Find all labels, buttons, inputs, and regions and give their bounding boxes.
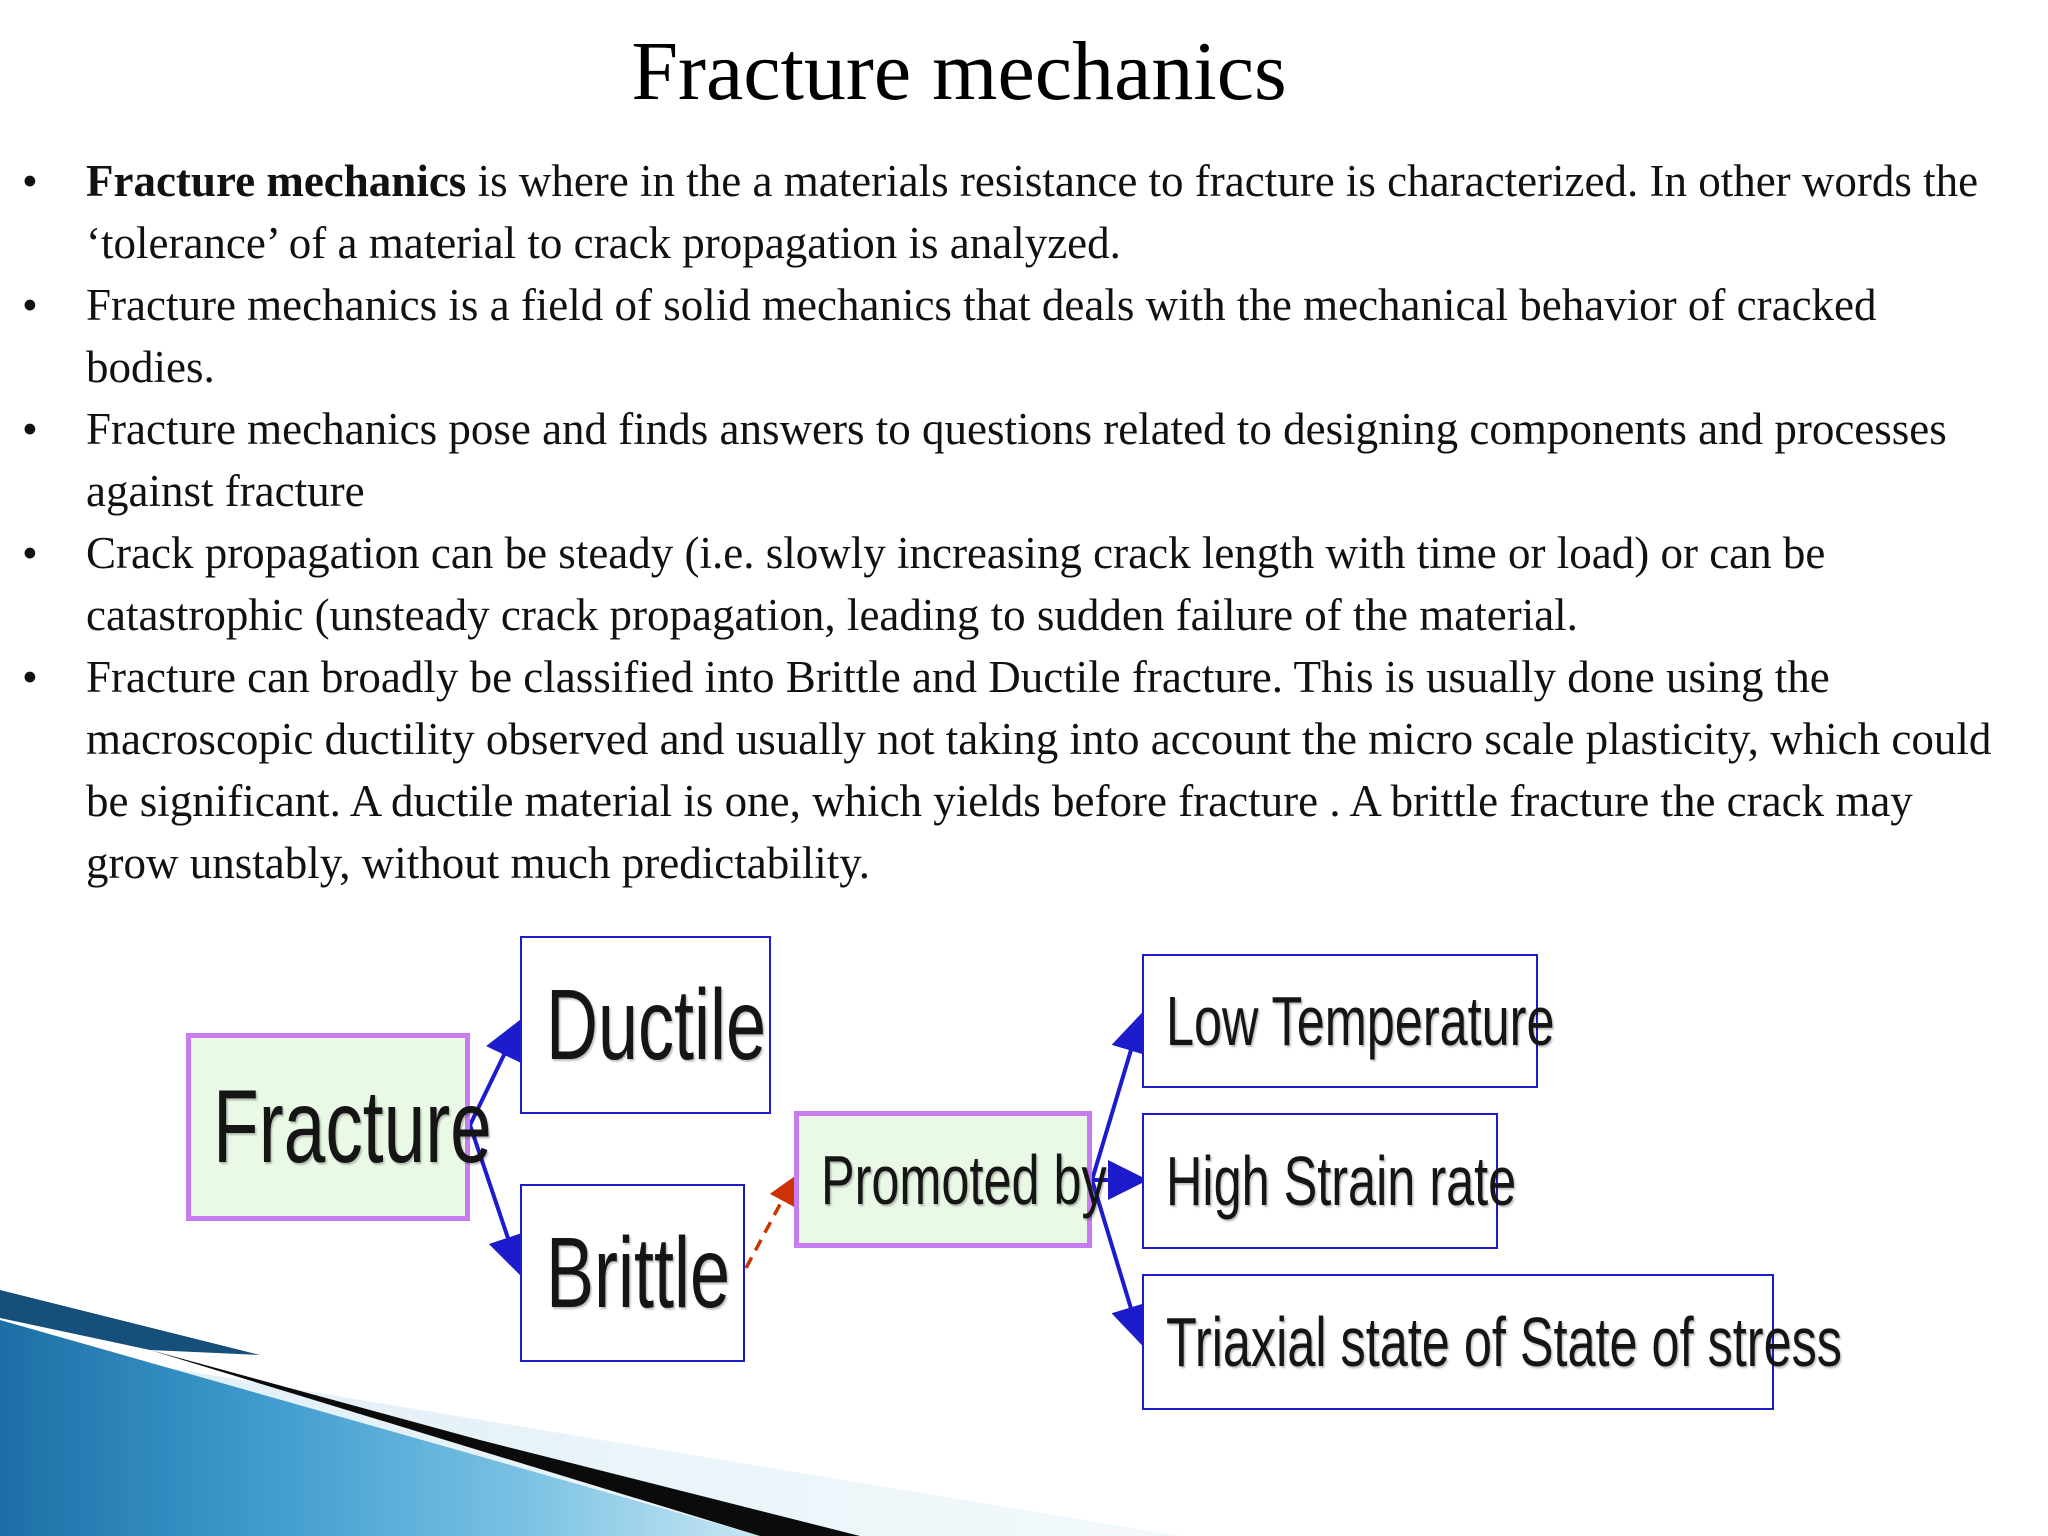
low-temperature-label: Low Temperature — [1166, 982, 1555, 1060]
triaxial-stress-box — [1142, 1274, 1843, 1410]
brittle-label: Brittle — [546, 1216, 731, 1329]
low-temperature-box — [1142, 954, 1555, 1088]
bullet-glyph: • — [22, 280, 38, 330]
bullet-text: Fracture mechanics pose and finds answers to questions related to designing components and processes against fracture — [86, 404, 1947, 516]
promoted-by-box — [794, 1111, 1107, 1248]
bullet-text: Fracture can broadly be classified into Brittle and Ductile fracture. This is usually done using the macroscopic ductility observed and usually not taking into account the micro scale plasticity, which could be significant. A ductile material is one, which yields before fracture . A brittle fracture the crack may grow unstably, without much predictability. — [86, 652, 1992, 888]
fracture-box — [186, 1033, 492, 1221]
page-title: Fracture mechanics — [631, 25, 1287, 118]
bullet-bold-term: Fracture mechanics — [86, 156, 467, 206]
brittle-box — [520, 1184, 745, 1362]
bullet-text: Crack propagation can be steady (i.e. slowly increasing crack length with time or load) or can be catastrophic (unsteady crack propagation, leading to sudden failure of the material. — [86, 528, 1826, 640]
bullet-text: is where in the a materials resistance to fracture is characterized. In other words the ‘tolerance’ of a material to crack propagation is analyzed. — [86, 156, 1979, 268]
triaxial-stress-label: Triaxial state of State of stress — [1166, 1303, 1843, 1381]
bullet-glyph: • — [22, 404, 38, 454]
ductile-box — [520, 936, 771, 1114]
ductile-label: Ductile — [546, 968, 767, 1081]
brittle-to-promoted-arrow — [746, 1182, 792, 1268]
bullet-glyph: • — [22, 156, 38, 206]
high-strain-rate-box — [1142, 1113, 1517, 1249]
bullet-glyph: • — [22, 652, 38, 702]
promoted-by-label: Promoted by — [821, 1140, 1107, 1219]
bullet-glyph: • — [22, 528, 38, 578]
high-strain-rate-label: High Strain rate — [1166, 1142, 1517, 1220]
fracture-label: Fracture — [213, 1068, 492, 1185]
bullet-text: Fracture mechanics is a field of solid mechanics that deals with the mechanical behavior of cracked bodies. — [86, 280, 1877, 392]
